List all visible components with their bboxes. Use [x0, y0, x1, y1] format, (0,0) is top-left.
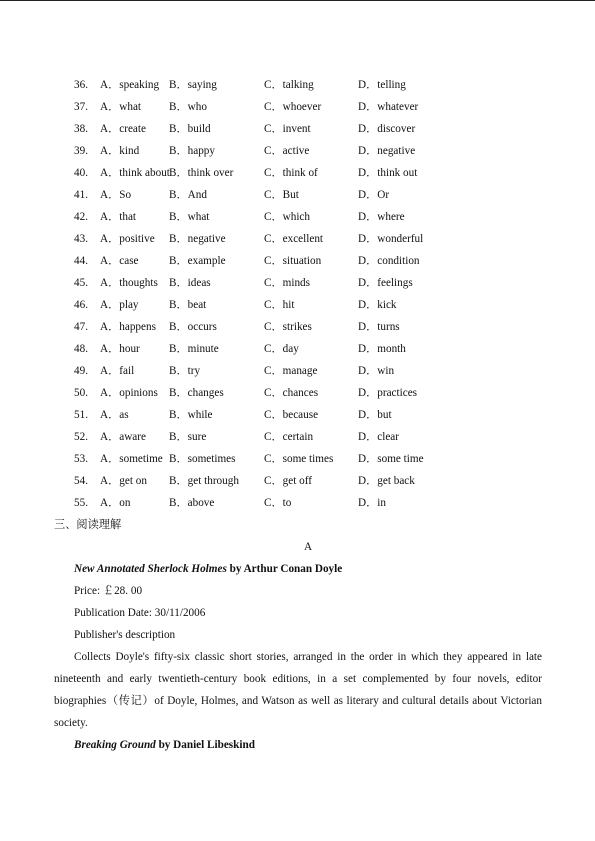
- question-number: 39.: [74, 145, 88, 157]
- option-d: D．in: [358, 497, 386, 509]
- book1-price: Price: ￡28. 00: [74, 585, 143, 597]
- option-a: A．what: [100, 101, 142, 113]
- option-d: D．feelings: [358, 277, 413, 289]
- question-number: 38.: [74, 123, 88, 135]
- book2-title-line: [74, 737, 255, 753]
- book1-title-line: [74, 561, 342, 577]
- option-c: C．hit: [264, 299, 295, 311]
- option-c: C．whoever: [264, 101, 322, 113]
- option-a: A．play: [100, 299, 139, 311]
- option-c: C．certain: [264, 431, 314, 443]
- option-c: C．talking: [264, 79, 314, 91]
- option-d: D．wonderful: [358, 233, 424, 245]
- option-c: C．which: [264, 211, 310, 223]
- option-b: B．example: [169, 255, 226, 267]
- question-number: 55.: [74, 497, 88, 509]
- book1-author: by Arthur Conan Doyle: [226, 563, 343, 575]
- option-a: A．as: [100, 409, 129, 421]
- option-c: C．strikes: [264, 321, 312, 333]
- question-number: 47.: [74, 321, 88, 333]
- option-d: D．Or: [358, 189, 390, 201]
- option-b: B．saying: [169, 79, 217, 91]
- option-d: D．negative: [358, 145, 416, 157]
- option-d: D．win: [358, 365, 395, 377]
- question-number: 41.: [74, 189, 88, 201]
- option-d: D．but: [358, 409, 392, 421]
- option-b: B．changes: [169, 387, 224, 399]
- question-number: 54.: [74, 475, 88, 487]
- option-a: A．happens: [100, 321, 156, 333]
- question-number: 45.: [74, 277, 88, 289]
- option-c: C．invent: [264, 123, 311, 135]
- question-number: 48.: [74, 343, 88, 355]
- option-a: A．So: [100, 189, 132, 201]
- option-c: C．excellent: [264, 233, 324, 245]
- option-a: A．kind: [100, 145, 140, 157]
- option-a: A．sometime: [100, 453, 163, 465]
- question-number: 52.: [74, 431, 88, 443]
- option-b: B．try: [169, 365, 201, 377]
- option-c: C．manage: [264, 365, 318, 377]
- book1-pub-date: Publication Date: 30/11/2006: [74, 607, 206, 619]
- question-number: 53.: [74, 453, 88, 465]
- book1-title: New Annotated Sherlock Holmes: [74, 563, 227, 575]
- option-d: D．some time: [358, 453, 424, 465]
- option-d: D．month: [358, 343, 406, 355]
- option-b: B．what: [169, 211, 210, 223]
- option-c: C．day: [264, 343, 299, 355]
- option-a: A．think about: [100, 167, 170, 179]
- option-c: C．think of: [264, 167, 318, 179]
- option-b: B．ideas: [169, 277, 211, 289]
- question-number: 43.: [74, 233, 88, 245]
- option-b: B．minute: [169, 343, 219, 355]
- option-c: C．because: [264, 409, 319, 421]
- option-a: A．speaking: [100, 79, 160, 91]
- question-number: 44.: [74, 255, 88, 267]
- option-a: A．case: [100, 255, 139, 267]
- option-a: A．opinions: [100, 387, 158, 399]
- option-b: B．beat: [169, 299, 207, 311]
- option-b: B．while: [169, 409, 213, 421]
- question-number: 42.: [74, 211, 88, 223]
- option-c: C．situation: [264, 255, 322, 267]
- option-a: A．positive: [100, 233, 155, 245]
- option-a: A．fail: [100, 365, 135, 377]
- option-d: D．think out: [358, 167, 418, 179]
- option-d: D．telling: [358, 79, 406, 91]
- option-b: B．above: [169, 497, 215, 509]
- option-d: D．practices: [358, 387, 418, 399]
- option-d: D．where: [358, 211, 405, 223]
- option-d: D．whatever: [358, 101, 419, 113]
- option-b: B．build: [169, 123, 211, 135]
- book2-title: Breaking Ground: [74, 739, 156, 751]
- option-b: B．think over: [169, 167, 234, 179]
- option-d: D．condition: [358, 255, 420, 267]
- option-b: B．And: [169, 189, 207, 201]
- option-b: B．occurs: [169, 321, 217, 333]
- book1-pub-desc-label: Publisher's description: [74, 629, 176, 641]
- question-number: 49.: [74, 365, 88, 377]
- option-c: C．minds: [264, 277, 311, 289]
- option-b: B．sometimes: [169, 453, 236, 465]
- option-d: D．discover: [358, 123, 416, 135]
- question-number: 50.: [74, 387, 88, 399]
- option-d: D．get back: [358, 475, 415, 487]
- option-a: A．thoughts: [100, 277, 158, 289]
- option-c: C．active: [264, 145, 310, 157]
- option-a: A．hour: [100, 343, 140, 355]
- option-b: B．get through: [169, 475, 239, 487]
- question-number: 36.: [74, 79, 88, 91]
- option-d: D．kick: [358, 299, 397, 311]
- question-number: 37.: [74, 101, 88, 113]
- question-number: 46.: [74, 299, 88, 311]
- option-b: B．who: [169, 101, 207, 113]
- book1-description-text: Collects Doyle's fifty-six classic short stories, arranged in the order in which they appeared in late nineteenth and early twentieth-century book editions, in a set complemented by four novels, editor biographies（传记）of Doyle, Holmes, and Watson as well as literary and cultural details about Victorian society.: [54, 651, 542, 729]
- option-b: B．happy: [169, 145, 215, 157]
- option-c: C．chances: [264, 387, 319, 399]
- option-a: A．on: [100, 497, 131, 509]
- option-d: D．clear: [358, 431, 399, 443]
- option-a: A．create: [100, 123, 146, 135]
- part-label: A: [304, 541, 313, 553]
- page-top-rule: [0, 0, 595, 1]
- book1-description: [54, 646, 542, 734]
- option-c: C．get off: [264, 475, 312, 487]
- option-c: C．But: [264, 189, 299, 201]
- option-c: C．to: [264, 497, 292, 509]
- option-d: D．turns: [358, 321, 400, 333]
- question-number: 40.: [74, 167, 88, 179]
- option-b: B．negative: [169, 233, 226, 245]
- option-b: B．sure: [169, 431, 207, 443]
- book2-author: by Daniel Libeskind: [155, 739, 255, 751]
- option-c: C．some times: [264, 453, 334, 465]
- option-a: A．aware: [100, 431, 146, 443]
- section-heading: 三、阅读理解: [54, 519, 122, 531]
- option-a: A．that: [100, 211, 137, 223]
- question-number: 51.: [74, 409, 88, 421]
- option-a: A．get on: [100, 475, 147, 487]
